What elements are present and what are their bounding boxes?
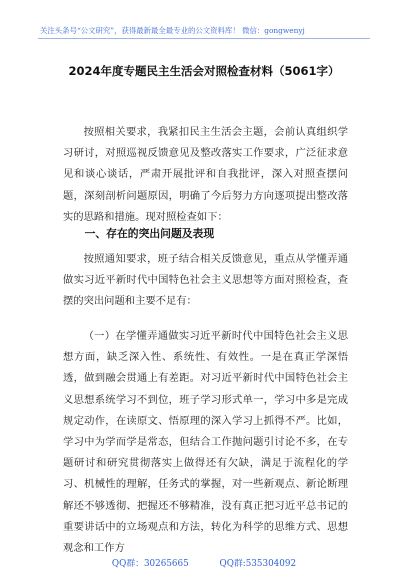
footer-qq-group-1: QQ群：30265665 bbox=[111, 559, 189, 569]
footer-contact bbox=[0, 558, 408, 570]
subsection-block bbox=[63, 326, 348, 559]
header-divider bbox=[38, 38, 370, 39]
subsection-paragraph: （一）在学懂弄通做实习近平新时代中国特色社会主义思想方面，缺乏深入性、系统性、有效性。一是在真正学深悟透，做到融会贯通上有差距。对习近平新时代中国特色社会主义思想系统学习不到位，班子学习形式单一，学习中多是完成规定动作，在读原文、悟原理的深入学习上抓得不严。比如，学习中为学而学是常态，但结合工作抛问题引讨论不多，在专题研讨和研究贯彻落实上做得还有欠缺，满足于流程化的学习、机械性的理解，任务式的掌握，对一些新观点、新论断理解还不够透彻、把握还不够精准，没有真正把习近平总书记的重要讲话中的立场观点和方法，转化为科学的思维方式、思想观念和工作方 bbox=[63, 330, 348, 555]
section-heading: 一、存在的突出问题及表现 bbox=[84, 227, 215, 240]
section-intro-paragraph: 按照通知要求，班子结合相关反馈意见，重点从学懂弄通做实习近平新时代中国特色社会主义思想等方面对照检查，查摆的突出问题和主要不足有： bbox=[63, 253, 348, 308]
header-promo-text: 关注头条号“公文研究”，获得最新最全最专业的公文资料库！ 微信：gongwenyj bbox=[40, 26, 305, 35]
document-title: 2024年度专题民主生活会对照检查材料（5061字） bbox=[68, 64, 340, 78]
intro-paragraph-block bbox=[63, 122, 348, 228]
footer-qq-group-2: QQ群:535304092 bbox=[219, 559, 297, 569]
intro-paragraph: 按照相关要求，我紧扣民主生活会主题，会前认真组织学习研讨，对照巡视反馈意见及整改落实工作要求，广泛征求意见和谈心谈话，严肃开展批评和自我批评，深入对照查摆问题，深刻剖析问题原因，明确了今后努力方向逐项提出整改落实的思路和措施。现对照检查如下： bbox=[63, 126, 348, 223]
section-intro-block bbox=[63, 249, 348, 313]
